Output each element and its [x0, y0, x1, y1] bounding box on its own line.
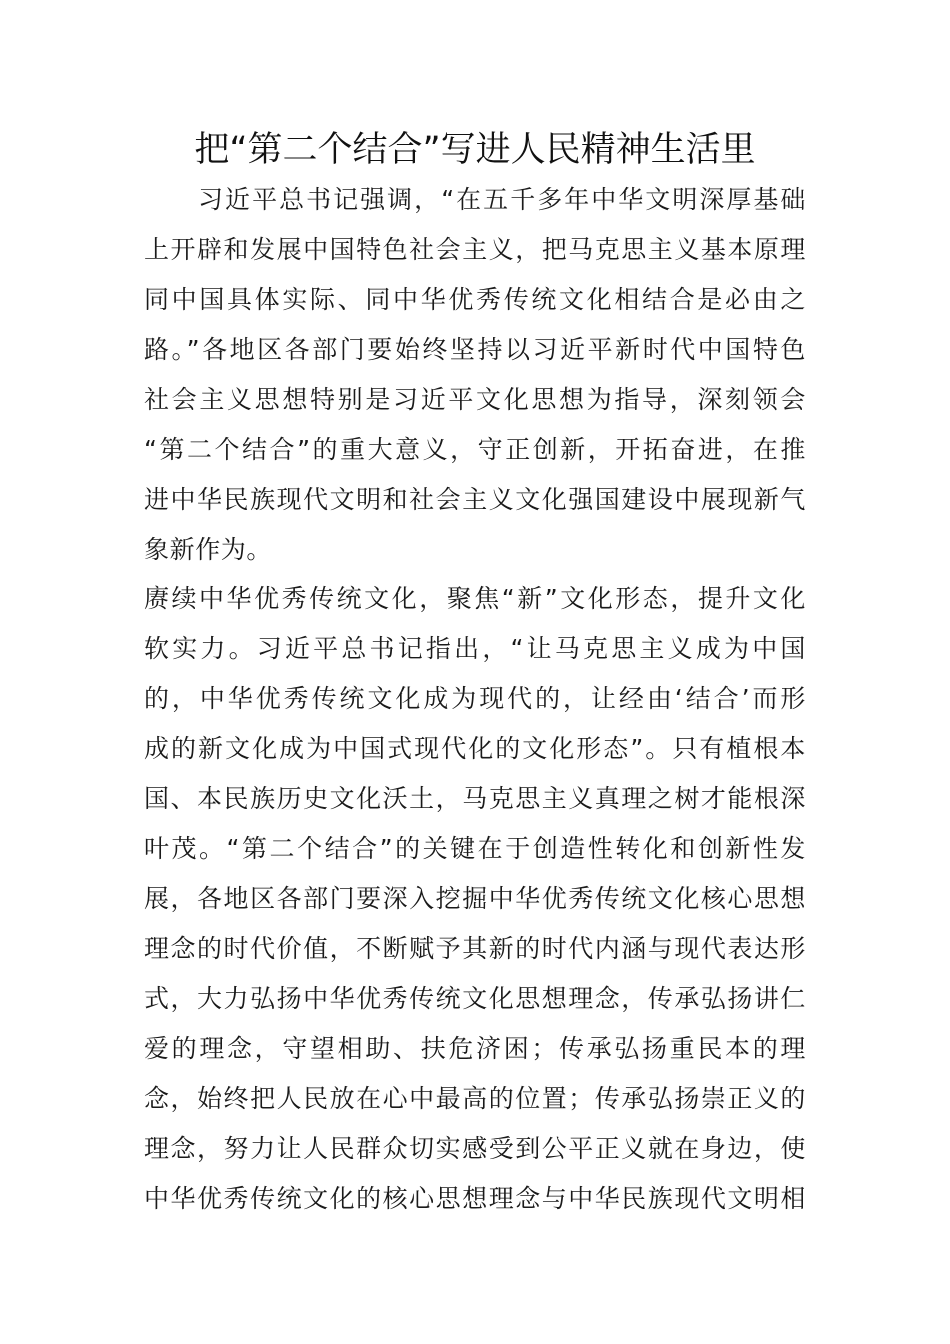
paragraph-line: 象新作为。 [144, 535, 273, 564]
paragraph-line: 同中国具体实际、同中华优秀传统文化相结合是必由之 [144, 285, 806, 314]
paragraph-line: 念，始终把人民放在心中最高的位置；传承弘扬崇正义的 [144, 1084, 806, 1113]
document-title: 把“第二个结合”写进人民精神生活里 [194, 130, 756, 170]
paragraph-line: 习近平总书记强调，“在五千多年中华文明深厚基础 [144, 185, 806, 214]
paragraph-line: 成的新文化成为中国式现代化的文化形态”。只有植根本 [144, 734, 806, 763]
paragraph-line: 理念的时代价值，不断赋予其新的时代内涵与现代表达形 [144, 934, 806, 963]
paragraph-line: 的，中华优秀传统文化成为现代的，让经由‘结合’而形 [144, 684, 806, 713]
paragraph-line: “第二个结合”的重大意义，守正创新，开拓奋进，在推 [144, 435, 806, 464]
paragraph-line: 理念，努力让人民群众切实感受到公平正义就在身边，使 [144, 1134, 806, 1163]
paragraph-line: 软实力。习近平总书记指出，“让马克思主义成为中国 [144, 634, 806, 663]
paragraph-line: 国、本民族历史文化沃土，马克思主义真理之树才能根深 [144, 784, 806, 813]
paragraph-line: 中华优秀传统文化的核心思想理念与中华民族现代文明相 [144, 1184, 806, 1213]
paragraph-line: 上开辟和发展中国特色社会主义，把马克思主义基本原理 [144, 235, 806, 264]
paragraph-line: 式，大力弘扬中华优秀传统文化思想理念，传承弘扬讲仁 [144, 984, 806, 1013]
paragraph-line: 叶茂。“第二个结合”的关键在于创造性转化和创新性发 [144, 834, 806, 863]
paragraph-line: 爱的理念，守望相助、扶危济困；传承弘扬重民本的理 [144, 1034, 806, 1063]
paragraph-line: 展，各地区各部门要深入挖掘中华优秀传统文化核心思想 [144, 884, 806, 913]
paragraph-line: 进中华民族现代文明和社会主义文化强国建设中展现新气 [144, 485, 806, 514]
paragraph-line: 路。”各地区各部门要始终坚持以习近平新时代中国特色 [144, 335, 806, 364]
paragraph-line: 赓续中华优秀传统文化，聚焦“新”文化形态，提升文化 [144, 584, 806, 613]
paragraph-line: 社会主义思想特别是习近平文化思想为指导，深刻领会 [144, 385, 806, 414]
